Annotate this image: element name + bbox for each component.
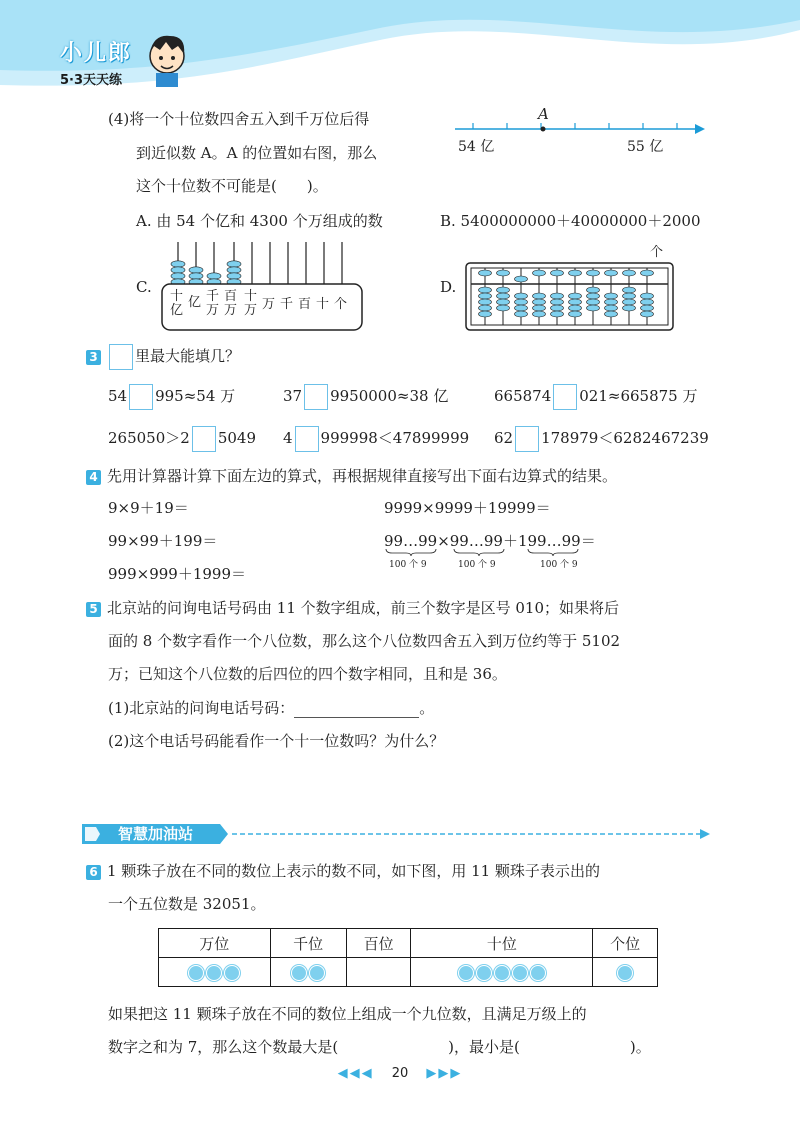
section-title: 智慧加油站 <box>118 825 194 843</box>
q4b-eq: ＝ <box>580 532 596 550</box>
q6-line3: 如果把这 11 颗珠子放在不同的数位上组成一个九位数，且满足万级上的 <box>108 1005 587 1023</box>
bead-cell <box>411 958 593 987</box>
q4b-op: × <box>437 532 450 550</box>
answer-box[interactable] <box>515 426 539 452</box>
q4b-title: 先用计算器计算下面左边的算式，再根据规律直接写出下面右边算式的结果。 <box>107 467 618 485</box>
footer-left-arrows: ◀◀◀ <box>337 1066 374 1081</box>
q3-item-post: 178979＜6282467239 <box>541 429 709 447</box>
q3-item-post: 021≈665875 万 <box>579 387 698 405</box>
brand-title: 小儿郎 <box>60 41 133 66</box>
q5-line3: 万；已知这个八位数的后四位的四个数字相同，且和是 36。 <box>108 665 507 683</box>
bead-icon <box>188 965 204 981</box>
q3-header <box>86 344 240 370</box>
q5-badge: 5 <box>86 602 101 617</box>
q3-item-6 <box>494 426 709 452</box>
abacus-label: 千 <box>280 297 294 312</box>
col-header-shi: 十位 <box>411 929 593 958</box>
q5-sub1-text: (1)北京站的问询电话号码： <box>108 699 295 717</box>
answer-box[interactable] <box>192 426 216 452</box>
option-b: B. 5400000000＋40000000＋2000 <box>440 212 701 230</box>
brace-label-1: 100 个 9 <box>389 560 427 570</box>
bead-cell <box>346 958 411 987</box>
bead-cell <box>593 958 658 987</box>
q3-badge: 3 <box>86 350 101 365</box>
q4b-header <box>86 465 617 486</box>
q3-item-pre: 54 <box>108 387 128 405</box>
answer-box[interactable] <box>129 384 153 410</box>
bead-icon <box>530 965 546 981</box>
numberline-point-label: A <box>538 105 549 123</box>
q3-item-post: 5049 <box>217 429 256 447</box>
q4b-left-2: 99×99＋199＝ <box>108 532 218 550</box>
q4-line1: (4)将一个十位数四舍五入到千万位后得 <box>108 110 370 128</box>
brand-logo <box>60 36 132 88</box>
col-header-qian: 千位 <box>270 929 346 958</box>
option-d-label: D. <box>440 278 457 296</box>
bead-icon <box>494 965 510 981</box>
bead-icon <box>291 965 307 981</box>
brand-subtitle: 5·3天天练 <box>60 73 123 88</box>
q4b-right-1: 9999×9999＋19999＝ <box>384 499 551 517</box>
bead-cell <box>159 958 271 987</box>
abacus-label: 万 <box>262 297 276 312</box>
col-header-ge: 个位 <box>593 929 658 958</box>
mascot-boy-icon <box>142 28 192 88</box>
bead-icon <box>617 965 633 981</box>
q6-text-4c: )。 <box>629 1038 651 1056</box>
abacus-label: 个 <box>334 297 348 312</box>
bead-icon <box>476 965 492 981</box>
q4b-term-a: 99…99 <box>384 532 438 550</box>
q6-text-4b: )，最小是( <box>448 1038 520 1056</box>
q3-item-5 <box>283 426 469 452</box>
q3-item-pre: 4 <box>283 429 293 447</box>
bead-icon <box>206 965 222 981</box>
q6-line4 <box>108 1036 651 1057</box>
q6-line1 <box>86 860 600 881</box>
q3-item-post: 9950000≈38 亿 <box>330 387 449 405</box>
brace-label-2: 100 个 9 <box>458 560 496 570</box>
answer-box[interactable] <box>295 426 319 452</box>
option-b-unit: 个 <box>650 245 664 260</box>
col-header-bai: 百位 <box>346 929 411 958</box>
q5-text-1: 北京站的问询电话号码由 11 个数字组成，前三个数字是区号 010；如果将后 <box>107 599 620 617</box>
q5-sub1-end: 。 <box>419 699 435 717</box>
brace-label-3: 100 个 9 <box>540 560 578 570</box>
answer-box[interactable] <box>553 384 577 410</box>
abacus-label: 百 <box>298 297 312 312</box>
numberline-right-label: 55 亿 <box>627 139 664 155</box>
q6-text-1: 1 颗珠子放在不同的数位上表示的数不同，如下图，用 11 颗珠子表示出的 <box>107 862 600 880</box>
bead-icon <box>458 965 474 981</box>
abacus-label: 百万 <box>224 289 238 318</box>
q3-item-pre: 37 <box>283 387 303 405</box>
bead-cell <box>270 958 346 987</box>
q4b-left-1: 9×9＋19＝ <box>108 499 189 517</box>
q3-item-1 <box>108 384 235 410</box>
q5-line2: 面的 8 个数字看作一个八位数，那么这个八位数四舍五入到万位约等于 5102 <box>108 632 621 650</box>
q6-text-4a: 数字之和为 7，那么这个数最大是( <box>108 1038 339 1056</box>
page-number: 20 <box>391 1066 409 1081</box>
col-header-wan: 万位 <box>159 929 271 958</box>
q6-badge: 6 <box>86 865 101 880</box>
q3-item-post: 995≈54 万 <box>155 387 236 405</box>
q3-item-3 <box>494 384 698 410</box>
q3-item-pre: 665874 <box>494 387 552 405</box>
point-a-marker <box>541 127 546 132</box>
q3-item-pre: 62 <box>494 429 514 447</box>
bead-icon <box>512 965 528 981</box>
abacus-label: 十万 <box>244 289 258 318</box>
q3-item-post: 999998＜47899999 <box>320 429 470 447</box>
q4b-badge: 4 <box>86 470 101 485</box>
footer-right-arrows: ▶▶▶ <box>426 1066 463 1081</box>
bead-icon <box>224 965 240 981</box>
q3-title: 里最大能填几？ <box>135 347 241 365</box>
q4-line3: 这个十位数不可能是( )。 <box>136 177 328 195</box>
abacus-label: 十 <box>316 297 330 312</box>
q5-line1 <box>86 597 619 618</box>
bead-icon <box>309 965 325 981</box>
q6-line2: 一个五位数是 32051。 <box>108 895 266 913</box>
place-value-table <box>158 928 658 987</box>
q4b-term-b: 99…99 <box>449 532 503 550</box>
option-c-label: C. <box>136 278 152 296</box>
q5-sub2: (2)这个电话号码能看作一个十一位数吗？为什么？ <box>108 732 445 750</box>
underbraces <box>384 547 599 557</box>
abacus-c-labels <box>166 290 361 330</box>
q3-item-2 <box>283 384 448 410</box>
abacus-label: 亿 <box>188 295 202 310</box>
abacus-label: 千万 <box>206 289 220 318</box>
q3-item-pre: 265050＞2 <box>108 429 190 447</box>
phone-answer-line[interactable] <box>294 703 419 718</box>
q4-line2: 到近似数 A。A 的位置如右图，那么 <box>136 144 378 162</box>
abacus-label: 十亿 <box>170 289 184 318</box>
q4b-term-c: 199…99 <box>517 532 581 550</box>
option-a: A. 由 54 个亿和 4300 个万组成的数 <box>136 212 383 230</box>
q4b-op: ＋ <box>502 532 518 550</box>
q3-item-4 <box>108 426 256 452</box>
q3-title-box <box>109 344 133 370</box>
q4b-left-3: 999×999＋1999＝ <box>108 565 247 583</box>
numberline-left-label: 54 亿 <box>458 139 495 155</box>
abacus-d <box>465 262 675 332</box>
answer-box[interactable] <box>304 384 328 410</box>
page-footer <box>0 1066 800 1081</box>
q5-sub1 <box>108 697 434 718</box>
